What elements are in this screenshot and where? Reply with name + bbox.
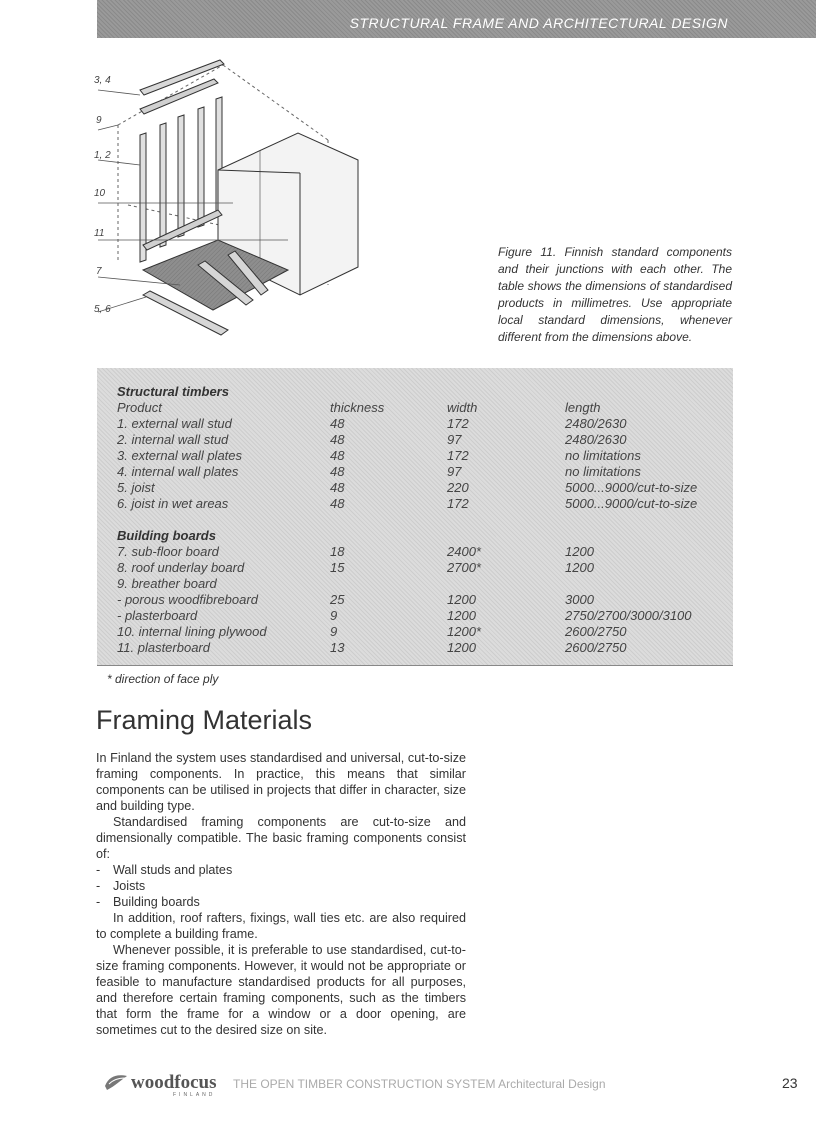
cell-width: 1200 xyxy=(447,608,476,623)
cell-length: 1200 xyxy=(565,544,594,559)
cell-width: 2400* xyxy=(447,544,481,559)
cell-product: - plasterboard xyxy=(117,608,198,623)
cell-width: 1200 xyxy=(447,592,476,607)
logo-subtext: FINLAND xyxy=(173,1092,216,1098)
cell-width: 97 xyxy=(447,432,462,447)
cell-thickness: 18 xyxy=(330,544,345,559)
callout-11: 11 xyxy=(94,228,105,239)
cell-width: 97 xyxy=(447,464,462,479)
callout-1-2: 1, 2 xyxy=(94,150,111,161)
logo-text: woodfocus xyxy=(131,1072,217,1093)
bullet-text: Wall studs and plates xyxy=(113,863,233,877)
column-length: length xyxy=(565,400,601,415)
cell-length: 2600/2750 xyxy=(565,624,627,639)
cell-width: 1200 xyxy=(447,640,476,655)
framing-illustration xyxy=(88,55,388,350)
callout-5-6: 5, 6 xyxy=(94,304,111,315)
cell-product: 9. breather board xyxy=(117,576,217,591)
callout-10: 10 xyxy=(94,188,106,199)
table-row xyxy=(97,608,733,624)
paragraph-2: Standardised framing components are cut-to-size and dimensionally compatible. The basic framing components consist of: xyxy=(96,815,466,861)
list-item: - Wall studs and plates xyxy=(96,863,233,877)
cell-width: 172 xyxy=(447,416,469,431)
table-row xyxy=(97,576,733,592)
cell-thickness: 48 xyxy=(330,496,345,511)
figure-caption: Figure 11. Finnish standard components and their junctions with each other. The table shows the dimensions of standardised products in millimetres. Use appropriate local standard dimensions, whenever different from the dimensions above. xyxy=(498,245,732,344)
cell-product: 3. external wall plates xyxy=(117,448,243,463)
cell-product: - porous woodfibreboard xyxy=(117,592,258,607)
cell-product: 2. internal wall stud xyxy=(117,432,229,447)
table-row xyxy=(97,624,733,640)
callout-3-4: 3, 4 xyxy=(94,75,111,86)
cell-product: 5. joist xyxy=(117,480,155,495)
cell-thickness: 48 xyxy=(330,448,345,463)
table-row xyxy=(97,480,733,496)
cell-length: 2600/2750 xyxy=(565,640,627,655)
page-number: 23 xyxy=(782,1075,798,1091)
cell-thickness: 13 xyxy=(330,640,345,655)
cell-thickness: 48 xyxy=(330,432,345,447)
cell-product: 7. sub-floor board xyxy=(117,544,219,559)
cell-thickness: 48 xyxy=(330,464,345,479)
footer-text: THE OPEN TIMBER CONSTRUCTION SYSTEM Architectural Design xyxy=(233,1077,606,1091)
cell-product: 1. external wall stud xyxy=(117,416,232,431)
table-row xyxy=(97,416,733,432)
cell-length: 2480/2630 xyxy=(565,416,627,431)
callout-7: 7 xyxy=(96,266,102,277)
cell-product: 8. roof underlay board xyxy=(117,560,245,575)
table-row xyxy=(97,496,733,512)
logo-emblem-icon xyxy=(103,1072,129,1092)
list-item: - Joists xyxy=(96,879,146,893)
header-bar xyxy=(97,0,816,38)
article-body xyxy=(96,750,466,1038)
cell-product: 11. plasterboard xyxy=(117,640,210,655)
paragraph-1: In Finland the system uses standardised and universal, cut-to-size framing components. In practice, this means that similar components can be utilised in projects that differ in character, size and building type. xyxy=(96,751,466,813)
cell-width: 1200* xyxy=(447,624,481,639)
cell-width: 2700* xyxy=(447,560,481,575)
cell-width: 220 xyxy=(447,480,469,495)
cell-length: no limitations xyxy=(565,448,641,463)
cell-length: 5000...9000/cut-to-size xyxy=(565,496,698,511)
cell-thickness: 9 xyxy=(330,624,338,639)
cell-product: 6. joist in wet areas xyxy=(117,496,229,511)
cell-length: 2480/2630 xyxy=(565,432,627,447)
cell-thickness: 15 xyxy=(330,560,345,575)
cell-length: 5000...9000/cut-to-size xyxy=(565,480,698,495)
page-title: Framing Materials xyxy=(96,705,313,735)
cell-product: 10. internal lining plywood xyxy=(117,624,267,639)
cell-thickness: 48 xyxy=(330,480,345,495)
woodfocus-logo xyxy=(103,1072,217,1098)
table-row xyxy=(97,432,733,448)
cell-width: 172 xyxy=(447,448,469,463)
column-thickness: thickness xyxy=(330,400,385,415)
structural-timbers-heading: Structural timbers xyxy=(117,384,229,399)
table-footnote: * direction of face ply xyxy=(107,672,219,686)
list-item: - Building boards xyxy=(96,895,200,909)
cell-product: 4. internal wall plates xyxy=(117,464,239,479)
cell-length: no limitations xyxy=(565,464,641,479)
column-width: width xyxy=(447,400,478,415)
paragraph-3: In addition, roof rafters, fixings, wall ties etc. are also required to complete a building frame. xyxy=(96,911,466,941)
paragraph-4: Whenever possible, it is preferable to use standardised, cut-to-size framing components. However, it would not be appropriate or feasible to manufacture standardised products for all purposes, and therefore certain framing components, such as the timbers that form the frame for a window or a door opening, are sometimes cut to the desired size on site. xyxy=(96,943,466,1037)
table-row xyxy=(97,640,733,656)
cell-thickness: 25 xyxy=(330,592,345,607)
dimensions-table xyxy=(97,368,733,666)
building-boards-heading: Building boards xyxy=(117,528,216,543)
table-row xyxy=(97,448,733,464)
framing-diagram xyxy=(88,55,388,350)
table-row xyxy=(97,560,733,576)
cell-thickness: 9 xyxy=(330,608,338,623)
callout-9: 9 xyxy=(96,115,102,126)
cell-length: 2750/2700/3000/3100 xyxy=(565,608,692,623)
table-row xyxy=(97,464,733,480)
table-header-row xyxy=(97,400,733,416)
column-product: Product xyxy=(117,400,162,415)
cell-length: 3000 xyxy=(565,592,594,607)
cell-width: 172 xyxy=(447,496,469,511)
table-row xyxy=(97,592,733,608)
bullet-text: Building boards xyxy=(113,895,200,909)
table-row xyxy=(97,544,733,560)
bullet-text: Joists xyxy=(113,879,146,893)
header-title: STRUCTURAL FRAME AND ARCHITECTURAL DESIGN xyxy=(349,15,728,31)
cell-length: 1200 xyxy=(565,560,594,575)
cell-thickness: 48 xyxy=(330,416,345,431)
